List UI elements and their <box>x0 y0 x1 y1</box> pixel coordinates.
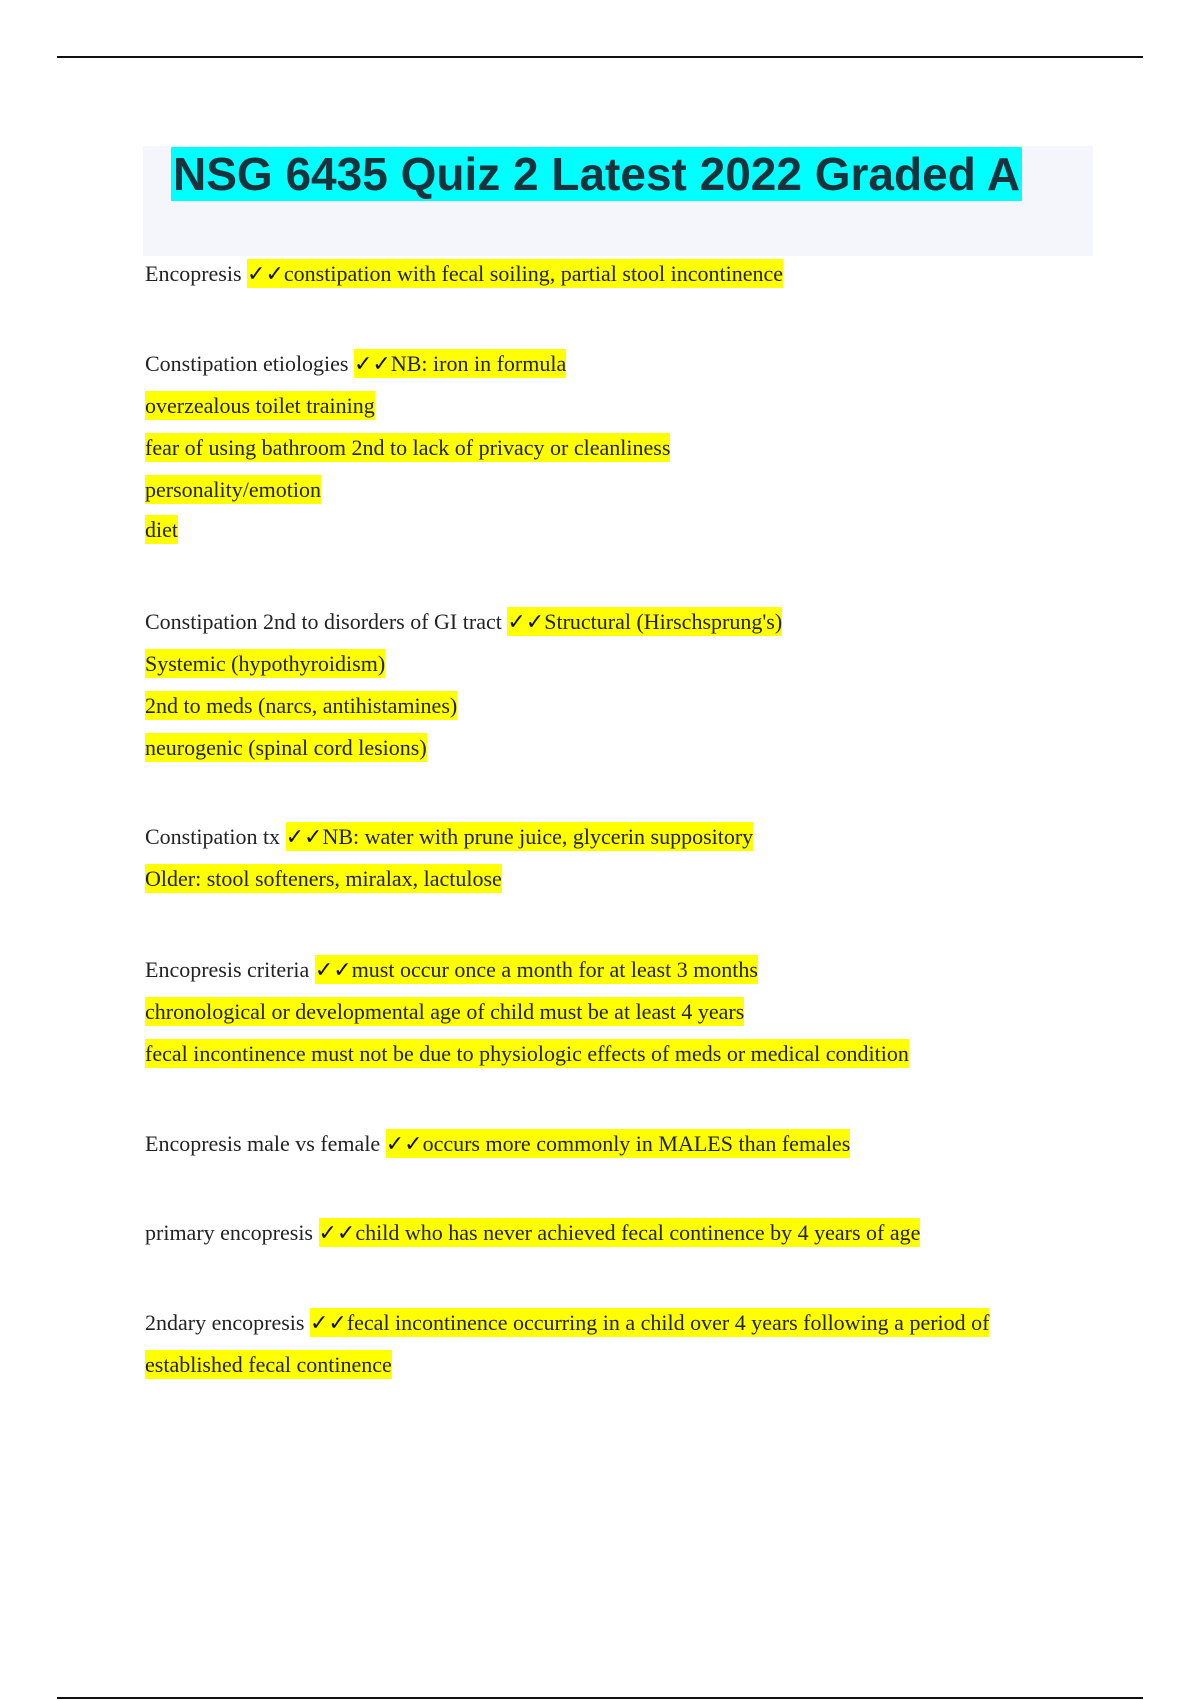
flashcard-entry <box>145 601 1095 769</box>
check-mark-icon: ✓✓ <box>285 824 323 849</box>
flashcard-entry <box>145 1212 1095 1254</box>
entry-first-line <box>145 816 1095 858</box>
entry-term: Constipation tx <box>145 824 281 849</box>
entry-answer: occurs more commonly in MALES than females <box>422 1131 851 1156</box>
flashcard-entry <box>145 1302 1095 1386</box>
flashcard-entry <box>145 1123 1095 1165</box>
entry-term: 2ndary encopresis <box>145 1310 305 1335</box>
entry-answer: overzealous toilet training <box>145 393 375 418</box>
entry-answer: NB: iron in formula <box>390 351 567 376</box>
entry-answer: child who has never achieved fecal continence by 4 years of age <box>355 1220 921 1245</box>
flashcard-entry <box>145 949 1095 1075</box>
check-mark-icon: ✓✓ <box>385 1131 423 1156</box>
entry-answer: fear of using bathroom 2nd to lack of privacy or cleanliness <box>145 435 671 460</box>
entry-term: Constipation 2nd to disorders of GI tract <box>145 609 502 634</box>
entry-answer: fecal incontinence occurring in a child over 4 years following a period of <box>346 1310 990 1335</box>
flashcard-entry <box>145 253 1095 295</box>
entry-first-line <box>145 1302 1095 1344</box>
entry-term: Encopresis <box>145 261 242 286</box>
entry-first-line <box>145 1123 1095 1165</box>
page-title: NSG 6435 Quiz 2 Latest 2022 Graded A <box>173 148 1021 200</box>
entry-answer: constipation with fecal soiling, partial stool incontinence <box>283 261 784 286</box>
entry-term: Constipation etiologies <box>145 351 349 376</box>
check-mark-icon: ✓✓ <box>318 1220 356 1245</box>
entry-first-line <box>145 949 1095 991</box>
entry-answer: personality/emotion <box>145 477 321 502</box>
entry-answer: Older: stool softeners, miralax, lactulose <box>145 866 502 891</box>
entry-first-line <box>145 343 1095 385</box>
entry-term: Encopresis criteria <box>145 957 310 982</box>
check-mark-icon: ✓✓ <box>507 609 545 634</box>
flashcard-entry <box>145 343 1095 551</box>
entry-answer: Systemic (hypothyroidism) <box>145 651 386 676</box>
entry-answer: fecal incontinence must not be due to physiologic effects of meds or medical condition <box>145 1041 909 1066</box>
entry-answer: 2nd to meds (narcs, antihistamines) <box>145 693 458 718</box>
entry-answer: must occur once a month for at least 3 months <box>351 957 758 982</box>
entry-answer: established fecal continence <box>145 1352 392 1377</box>
entry-first-line <box>145 1212 1095 1254</box>
entry-term: primary encopresis <box>145 1220 313 1245</box>
check-mark-icon: ✓✓ <box>309 1310 347 1335</box>
entry-term: Encopresis male vs female <box>145 1131 381 1156</box>
entry-answer: diet <box>145 517 178 542</box>
entry-answer: chronological or developmental age of child must be at least 4 years <box>145 999 745 1024</box>
top-rule <box>57 56 1143 58</box>
flashcard-entry <box>145 816 1095 900</box>
check-mark-icon: ✓✓ <box>354 351 391 376</box>
entry-answer: NB: water with prune juice, glycerin suppository <box>322 824 754 849</box>
check-mark-icon: ✓✓ <box>314 957 352 982</box>
entry-answer: neurogenic (spinal cord lesions) <box>145 735 427 760</box>
entry-answer: Structural (Hirschsprung's) <box>544 609 783 634</box>
entry-first-line <box>145 601 1095 643</box>
check-mark-icon: ✓✓ <box>247 261 284 286</box>
bottom-rule <box>57 1697 1143 1699</box>
entry-first-line <box>145 253 1095 295</box>
